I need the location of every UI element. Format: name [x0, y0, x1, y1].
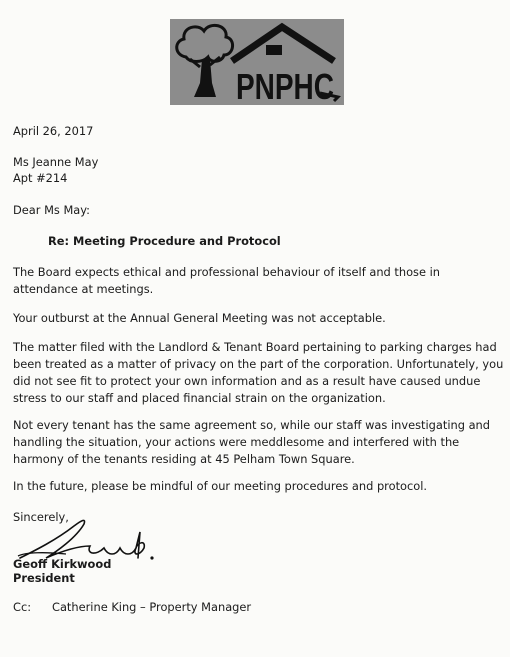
subject-line: Re: Meeting Procedure and Protocol [48, 234, 281, 248]
letter-date: April 26, 2017 [13, 124, 94, 138]
organization-logo [170, 19, 344, 105]
logo-graphic [170, 19, 344, 105]
salutation: Dear Ms May: [13, 203, 91, 217]
body-paragraph: The matter filed with the Landlord & Tenant Board pertaining to parking charges had been treated as a matter of privacy on the part of the corporation. Unfortunately, you did not see fit to protect your own information and as a result have caused undue stress to our staff and placed financial strain on the organization. [13, 340, 504, 405]
house-icon [232, 27, 334, 61]
logo-lettering: PNPHC [236, 66, 334, 107]
cc-label: Cc: [13, 600, 32, 614]
recipient-apartment: Apt #214 [13, 171, 68, 185]
cc-recipient: Catherine King – Property Manager [52, 600, 252, 614]
signer-title: President [13, 571, 75, 585]
signer-name: Geoff Kirkwood [13, 557, 112, 571]
body-paragraph: The Board expects ethical and professional behaviour of itself and those in attendance at meetings. [13, 265, 441, 296]
body-paragraph: In the future, please be mindful of our meeting procedures and protocol. [13, 479, 428, 493]
recipient-name: Ms Jeanne May [13, 155, 99, 169]
body-paragraph: Not every tenant has the same agreement so, while our staff was investigating and handling the situation, your actions were meddlesome and interfered with the harmony of the tenants residing at 45 Pelham Town Square. [13, 418, 491, 466]
closing: Sincerely, [13, 510, 69, 524]
body-paragraph: Your outburst at the Annual General Meeting was not acceptable. [13, 311, 386, 325]
tree-icon [177, 25, 233, 97]
